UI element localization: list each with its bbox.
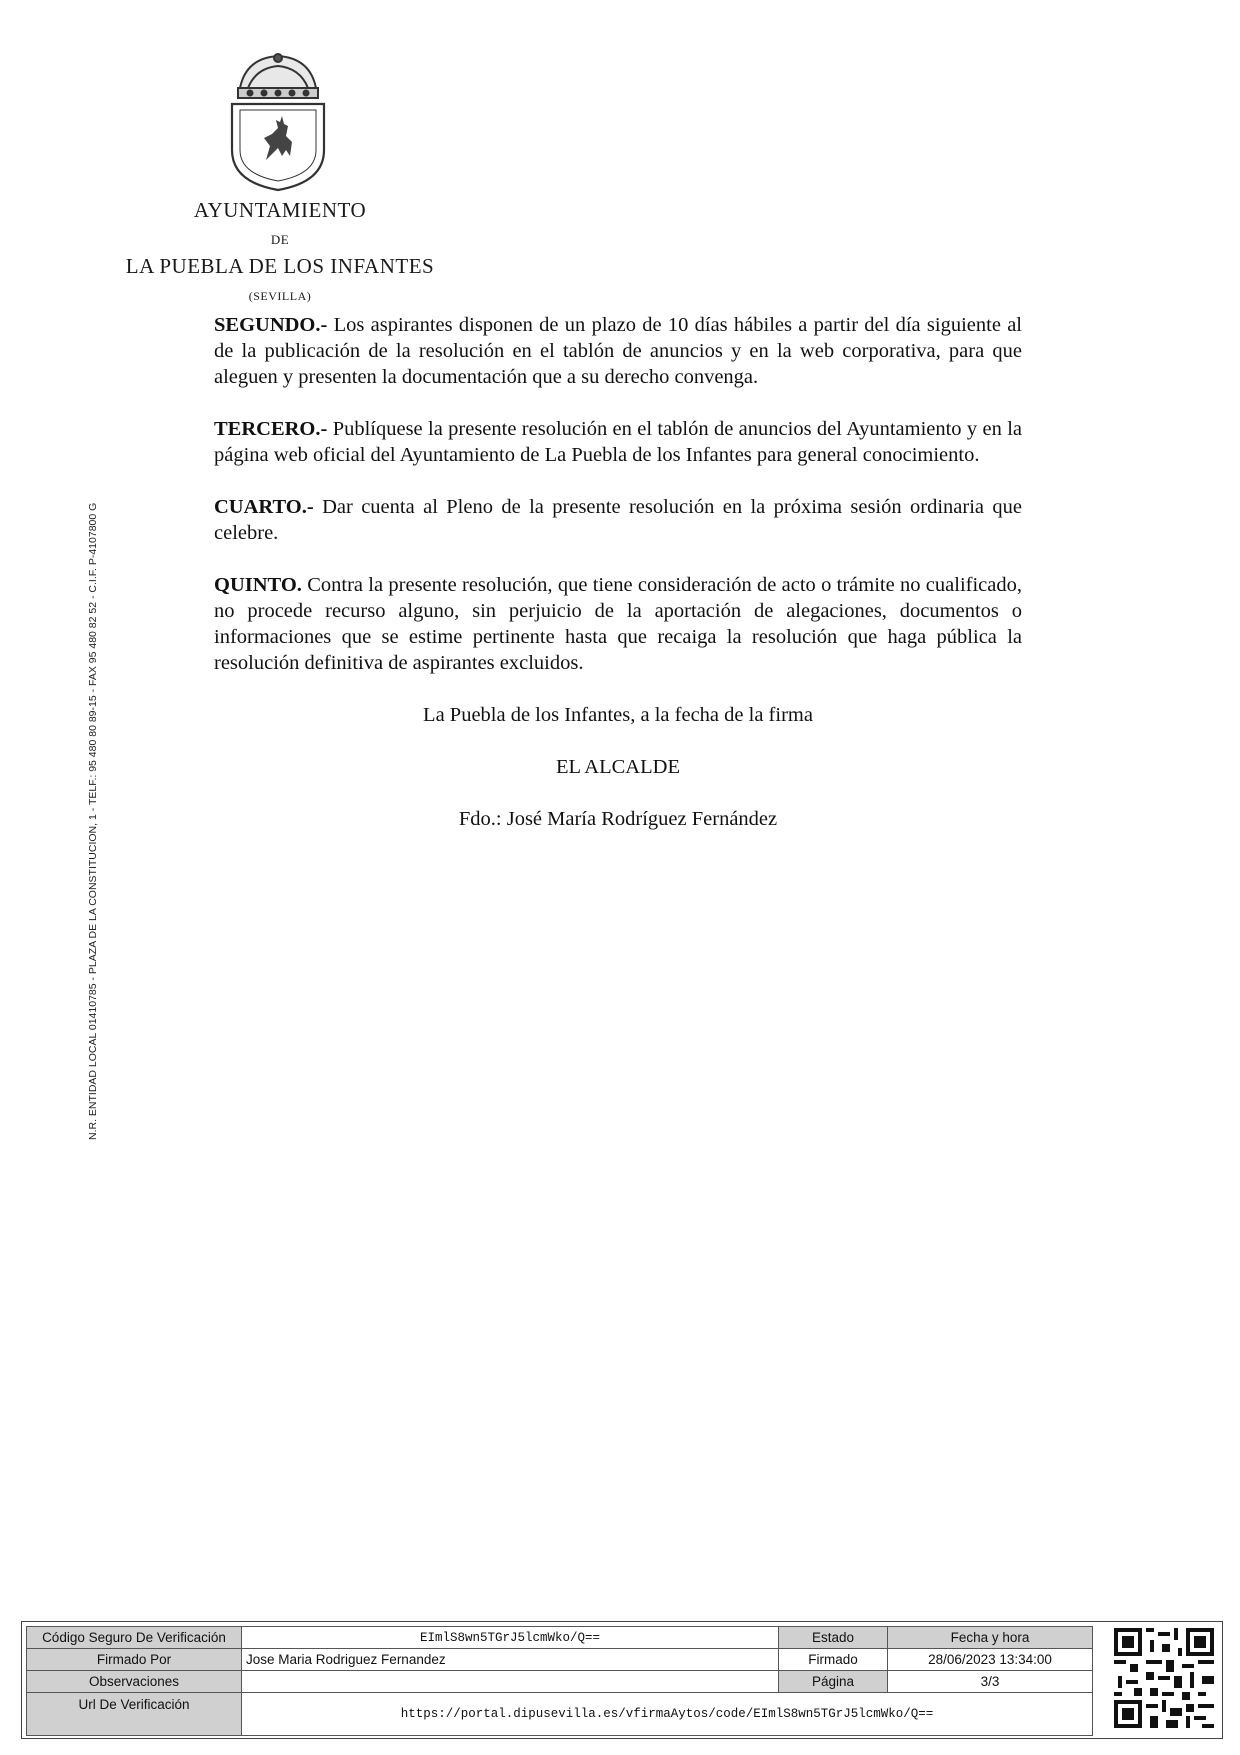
url-label: Url De Verificación <box>27 1693 242 1736</box>
municipal-coat-of-arms-icon <box>226 50 330 192</box>
signer-name: Fdo.: José María Rodríguez Fernández <box>458 808 778 830</box>
paragraph-tercero: TERCERO.- Publíquese la presente resolución en el tablón de anuncios del Ayuntamiento y en la página web oficial del Ayuntamiento de La Puebla de los Infantes para general conocimiento. <box>214 418 1022 466</box>
letterhead-province: (SEVILLA) <box>248 289 312 303</box>
paragraph-cuarto: CUARTO.- Dar cuenta al Pleno de la presente resolución en la próxima sesión ordinaria que celebre. <box>214 496 1022 544</box>
document-body <box>214 312 1022 858</box>
letterhead-de: DE <box>270 232 290 247</box>
paragraph-segundo: SEGUNDO.- Los aspirantes disponen de un plazo de 10 días hábiles a partir del día siguiente al de la publicación de la resolución en el tablón de anuncios y en la web corporativa, para que aleguen y presenten la documentación que a su derecho convenga. <box>214 314 1022 388</box>
estado-label: Estado <box>779 1627 888 1649</box>
place-date: La Puebla de los Infantes, a la fecha de la firma <box>423 704 813 726</box>
paragraph-quinto: QUINTO. Contra la presente resolución, que tiene consideración de acto o trámite no cualificado, no procede recurso alguno, sin perjuicio de la aportación de alegaciones, documentos o informaciones que se estime pertinente hasta que recaiga la resolución que haga pública la resolución definitiva de aspirantes excluidos. <box>214 574 1022 674</box>
csv-value: EImlS8wn5TGrJ5lcmWko/Q== <box>242 1627 779 1649</box>
fecha-value: 28/06/2023 13:34:00 <box>888 1649 1093 1671</box>
verification-table <box>26 1626 1093 1736</box>
observaciones-label: Observaciones <box>27 1671 242 1693</box>
firmado-value: Jose Maria Rodriguez Fernandez <box>242 1649 779 1671</box>
letterhead-ayuntamiento: AYUNTAMIENTO <box>193 198 367 222</box>
verification-block <box>21 1621 1223 1739</box>
fecha-label: Fecha y hora <box>888 1627 1093 1649</box>
estado-value: Firmado <box>779 1649 888 1671</box>
pagina-value: 3/3 <box>888 1671 1093 1693</box>
observaciones-value <box>242 1671 779 1693</box>
pagina-label: Página <box>779 1671 888 1693</box>
letterhead-municipality: LA PUEBLA DE LOS INFANTES <box>125 254 435 278</box>
qr-code-icon <box>1114 1628 1214 1728</box>
firmado-label: Firmado Por <box>27 1649 242 1671</box>
csv-label: Código Seguro De Verificación <box>27 1627 242 1649</box>
side-registry-text: N.R. ENTIDAD LOCAL 01410785 - PLAZA DE LA CONSTITUCION, 1 - TELF.: 95 480 80 89-15 - FAX 95 480 82 52 - C.I.F. P-4107800 G <box>87 502 99 1140</box>
url-value[interactable]: https://portal.dipusevilla.es/vfirmaAytos/code/EImlS8wn5TGrJ5lcmWko/Q== <box>242 1693 1093 1736</box>
signer-role: EL ALCALDE <box>556 756 680 778</box>
